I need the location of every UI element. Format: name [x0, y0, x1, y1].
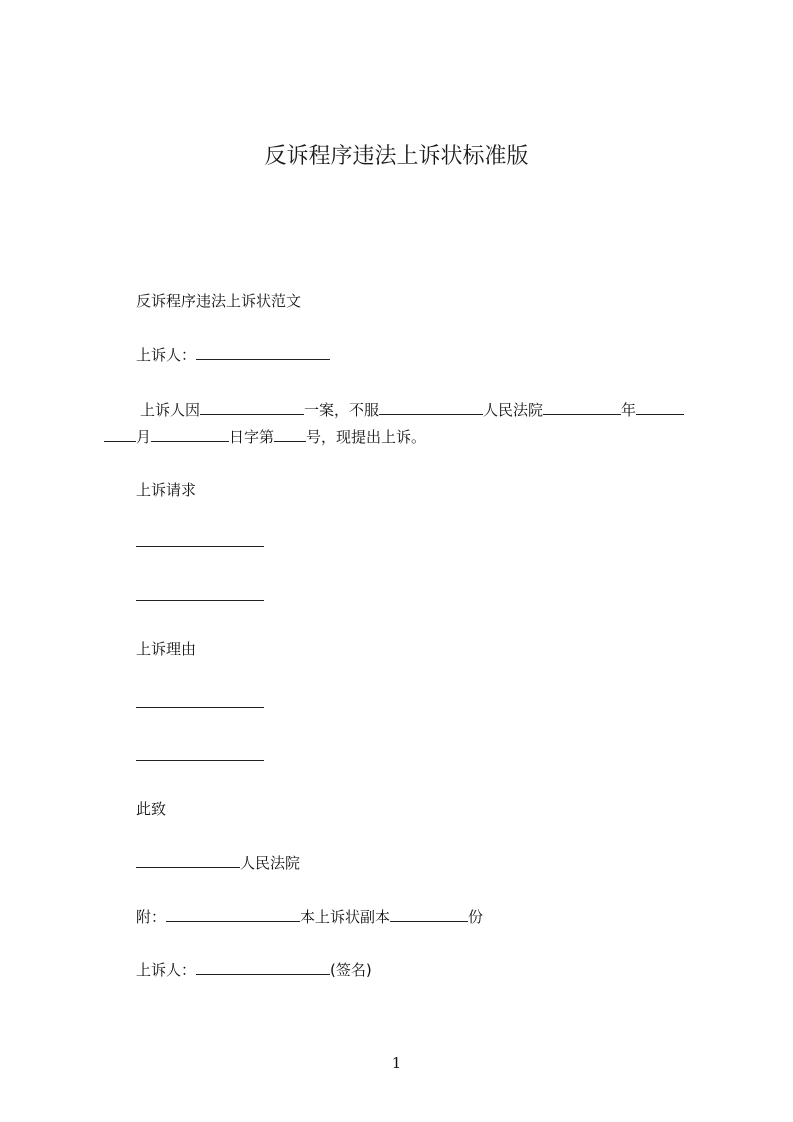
year-blank [543, 396, 621, 415]
document-title: 反诉程序违法上诉状标准版 [264, 144, 529, 169]
attachment-middle: 本上诉状副本 [300, 908, 391, 926]
appellant-label: 上诉人： [136, 346, 197, 364]
court-blank [136, 849, 240, 868]
signature-blank [196, 956, 330, 975]
court-line [136, 849, 300, 876]
appeal-statement-line-2 [104, 423, 426, 450]
day-blank [151, 423, 229, 442]
appellant-line [136, 341, 330, 368]
court-name-blank [379, 396, 483, 415]
salutation: 此致 [136, 800, 167, 818]
appeal-statement-line-1 [140, 396, 684, 423]
page-number: 1 [391, 1054, 402, 1072]
number-blank [274, 423, 306, 442]
attachment-suffix: 份 [468, 908, 484, 926]
appeal-part1: 上诉人因 [140, 401, 201, 419]
attachment-label: 附： [136, 908, 167, 926]
appeal-part2: 一案，不服 [304, 401, 380, 419]
case-name-blank [200, 396, 304, 415]
appeal-part7: 号，现提出上诉。 [306, 428, 427, 446]
month-blank-end [104, 423, 136, 442]
appeal-request-heading: 上诉请求 [136, 481, 197, 499]
signature-label: 上诉人： [136, 961, 197, 979]
appeal-reason-blank-1 [136, 707, 264, 708]
signature-line [136, 956, 372, 983]
signature-suffix: (签名) [330, 961, 372, 979]
appeal-reason-blank-2 [136, 760, 264, 761]
copies-blank [390, 903, 468, 922]
document-subtitle: 反诉程序违法上诉状范文 [136, 292, 302, 310]
appeal-request-blank-2 [136, 600, 264, 601]
attachment-line [136, 903, 483, 930]
month-blank-start [636, 396, 684, 415]
appeal-request-blank-1 [136, 546, 264, 547]
attachment-blank [166, 903, 300, 922]
appeal-part3: 人民法院 [483, 401, 544, 419]
appeal-reason-heading: 上诉理由 [136, 640, 197, 658]
court-suffix: 人民法院 [240, 854, 301, 872]
appeal-part6: 日字第 [229, 428, 275, 446]
appellant-blank [196, 341, 330, 360]
appeal-part4: 年 [621, 401, 637, 419]
appeal-part5: 月 [136, 428, 152, 446]
